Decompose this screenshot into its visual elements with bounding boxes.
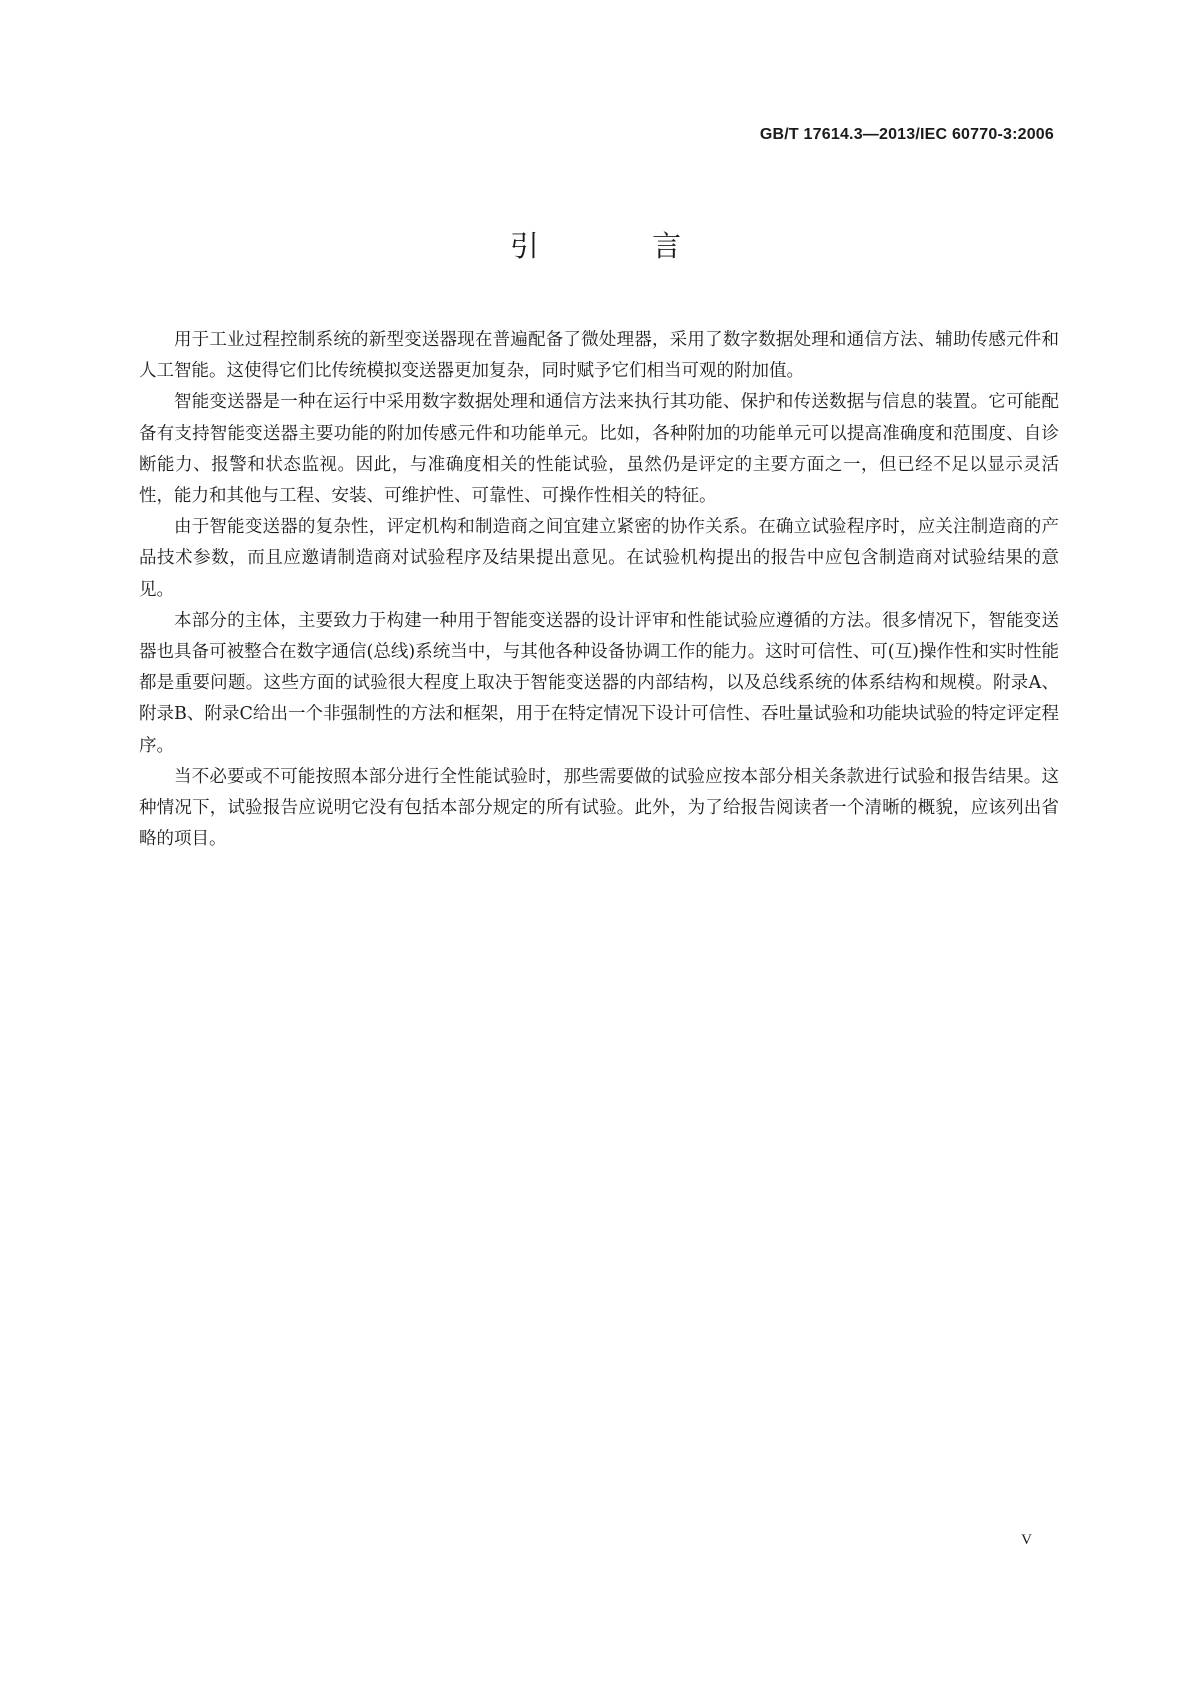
paragraph-1: 用于工业过程控制系统的新型变送器现在普遍配备了微处理器，采用了数字数据处理和通信方法、辅助传感元件和人工智能。这使得它们比传统模拟变送器更加复杂，同时赋予它们相当可观的附加值。 — [139, 330, 1059, 382]
paragraph-3: 由于智能变送器的复杂性，评定机构和制造商之间宜建立紧密的协作关系。在确立试验程序时，应关注制造商的产品技术参数，而且应邀请制造商对试验程序及结果提出意见。在试验机构提出的报告中应包含制造商对试验结果的意见。 — [139, 517, 1059, 600]
page-title: 引 言 — [509, 229, 734, 263]
paragraph-5: 当不必要或不可能按照本部分进行全性能试验时，那些需要做的试验应按本部分相关条款进行试验和报告结果。这种情况下，试验报告应说明它没有包括本部分规定的所有试验。此外，为了给报告阅读者一个清晰的概貌，应该列出省略的项目。 — [139, 766, 1059, 850]
standard-number-header: GB/T 17614.3—2013/IEC 60770-3:2006 — [759, 126, 1054, 143]
paragraph-2: 智能变送器是一种在运行中采用数字数据处理和通信方法来执行其功能、保护和传送数据与信息的装置。它可能配备有支持智能变送器主要功能的附加传感元件和功能单元。比如，各种附加的功能单元可以提高准确度和范围度、自诊断能力、报警和状态监视。因此，与准确度相关的性能试验，虽然仍是评定的主要方面之一，但已经不足以显示灵活性，能力和其他与工程、安装、可维护性、可靠性、可操作性相关的特征。 — [139, 392, 1059, 507]
page-number: V — [1021, 1532, 1032, 1548]
paragraph-4: 本部分的主体，主要致力于构建一种用于智能变送器的设计评审和性能试验应遵循的方法。很多情况下，智能变送器也具备可被整合在数字通信(总线)系统当中，与其他各种设备协调工作的能力。这时可信性、可(互)操作性和实时性能都是重要问题。这些方面的试验很大程度上取决于智能变送器的内部结构，以及总线系统的体系结构和规模。附录A、附录B、附录C给出一个非强制性的方法和框架，用于在特定情况下设计可信性、吞吐量试验和功能块试验的特定评定程序。 — [139, 610, 1059, 756]
introduction-body — [139, 325, 1059, 855]
